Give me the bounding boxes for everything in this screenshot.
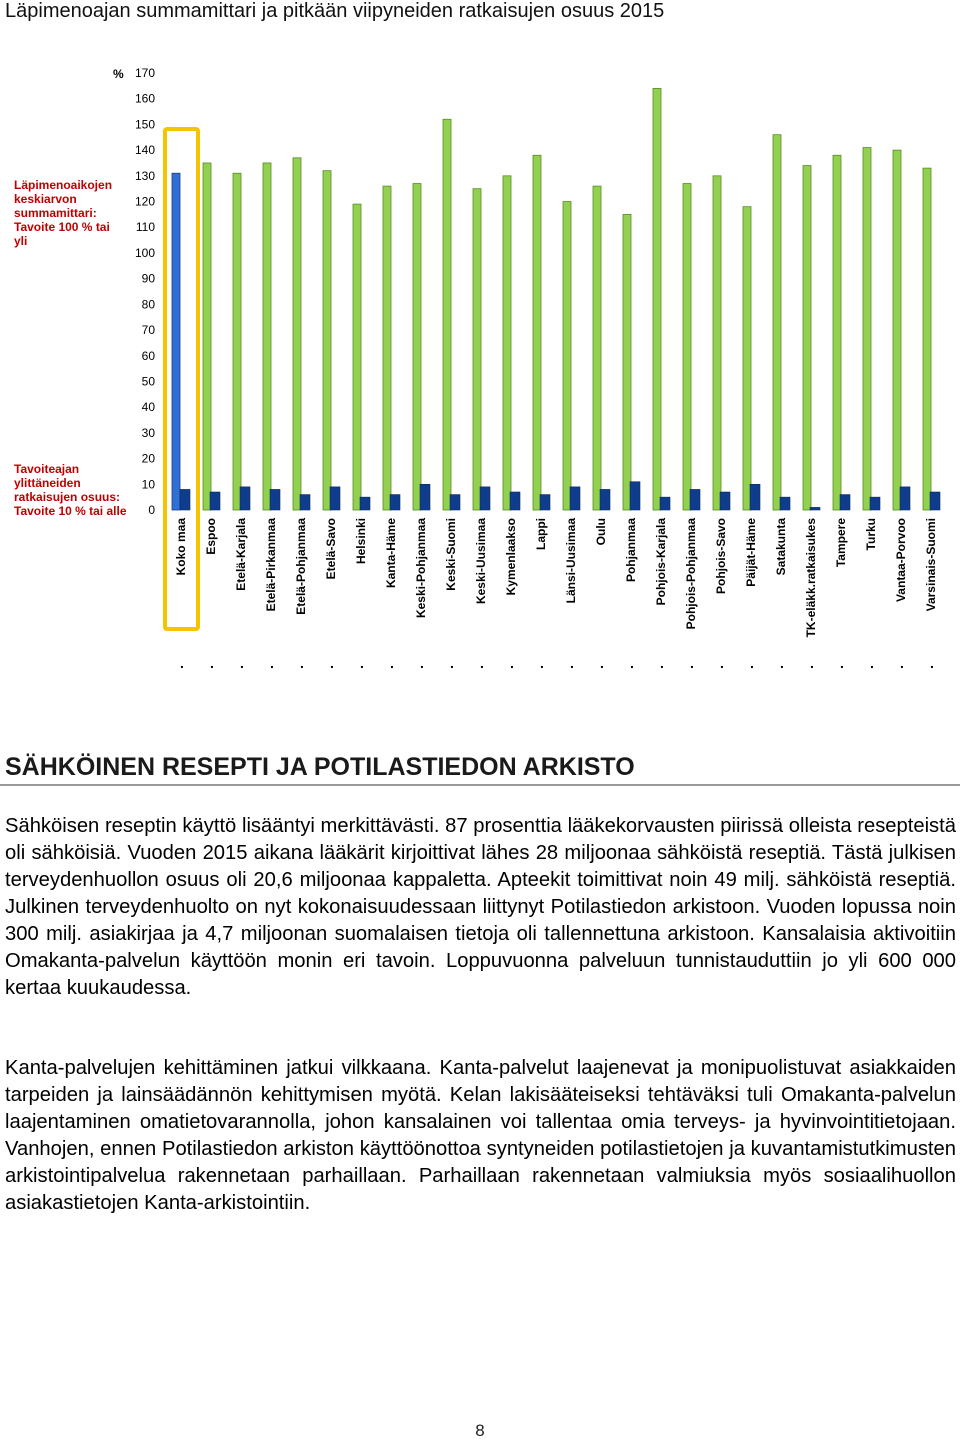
x-axis-labels <box>174 518 938 671</box>
y-axis-ticks <box>135 66 155 517</box>
x-tick-label: Pohjois-Savo <box>714 518 728 595</box>
x-tick-suffix: . <box>900 655 904 671</box>
bar-tavoiteaika <box>450 495 460 510</box>
x-tick-label: Koko maa <box>174 518 188 576</box>
x-tick-label: Länsi-Uusimaa <box>564 518 578 604</box>
x-tick-suffix: . <box>180 655 184 671</box>
x-tick-label: Etelä-Pohjanmaa <box>294 518 308 615</box>
y-tick-label: 160 <box>134 91 155 106</box>
x-tick-label: Vantaa-Porvoo <box>894 518 908 603</box>
bar-summamittari <box>833 155 841 510</box>
bar-tavoiteaika <box>780 497 790 510</box>
section-heading: SÄHKÖINEN RESEPTI JA POTILASTIEDON ARKISTO <box>5 753 635 781</box>
bar-tavoiteaika <box>930 492 940 510</box>
x-tick-suffix: . <box>450 655 454 671</box>
y-axis-unit: % <box>113 67 124 81</box>
bar-summamittari <box>803 166 811 510</box>
x-tick-suffix: . <box>570 655 574 671</box>
x-tick-suffix: . <box>600 655 604 671</box>
bar-tavoiteaika <box>720 492 730 510</box>
x-tick-label: Oulu <box>594 518 608 546</box>
bar-tavoiteaika <box>180 489 190 510</box>
bar-tavoiteaika <box>900 487 910 510</box>
bar-summamittari <box>293 158 301 510</box>
x-tick-suffix: . <box>690 655 694 671</box>
bar-tavoiteaika <box>270 489 280 510</box>
bar-tavoiteaika <box>300 495 310 510</box>
y-tick-label: 150 <box>134 117 155 132</box>
bar-summamittari <box>623 214 631 510</box>
y-tick-label: 90 <box>141 271 155 286</box>
x-tick-suffix: . <box>750 655 754 671</box>
bar-tavoiteaika <box>630 482 640 510</box>
x-tick-label: Keski-Suomi <box>444 518 458 591</box>
bar-summamittari <box>413 184 421 510</box>
x-tick-label: Kymenlaakso <box>504 518 518 596</box>
bar-tavoiteaika <box>690 489 700 510</box>
x-tick-label: Varsinais-Suomi <box>924 518 938 612</box>
x-tick-suffix: . <box>330 655 334 671</box>
bar-summamittari <box>593 186 601 510</box>
x-tick-suffix: . <box>660 655 664 671</box>
x-tick-suffix: . <box>420 655 424 671</box>
bar-summamittari <box>923 168 931 510</box>
bar-tavoiteaika <box>750 484 760 510</box>
y-tick-label: 50 <box>141 374 155 389</box>
bar-summamittari <box>263 163 271 510</box>
y-tick-label: 170 <box>134 66 155 80</box>
x-tick-suffix: . <box>300 655 304 671</box>
x-tick-label: Päijät-Häme <box>744 518 758 587</box>
y-tick-label: 140 <box>134 143 155 158</box>
y-tick-label: 10 <box>141 477 155 492</box>
bar-tavoiteaika <box>570 487 580 510</box>
bar-tavoiteaika <box>420 484 430 510</box>
x-tick-suffix: . <box>630 655 634 671</box>
x-tick-label: Etelä-Karjala <box>234 518 248 591</box>
bar-summamittari <box>863 148 871 510</box>
bar-summamittari <box>323 171 331 510</box>
page-title: Läpimenoajan summamittari ja pitkään viipyneiden ratkaisujen osuus 2015 <box>5 0 665 22</box>
bar-summamittari <box>443 119 451 510</box>
target-share-note: Tavoiteajan ylittäneiden ratkaisujen osuus: Tavoite 10 % tai alle <box>14 462 127 518</box>
x-tick-label: Keski-Uusimaa <box>474 518 488 605</box>
x-tick-suffix: . <box>840 655 844 671</box>
x-tick-suffix: . <box>210 655 214 671</box>
x-tick-suffix: . <box>480 655 484 671</box>
bar-summamittari <box>533 155 541 510</box>
bar-tavoiteaika <box>480 487 490 510</box>
x-tick-label: Turku <box>864 518 878 551</box>
x-tick-label: Pohjois-Pohjanmaa <box>684 518 698 630</box>
bar-summamittari <box>353 204 361 510</box>
bar-summamittari <box>653 88 661 510</box>
bar-tavoiteaika <box>390 495 400 510</box>
bar-summamittari <box>503 176 511 510</box>
x-tick-label: Helsinki <box>354 518 368 565</box>
x-tick-label: Keski-Pohjanmaa <box>414 518 428 619</box>
bar-chart <box>0 0 960 700</box>
x-tick-label: Kanta-Häme <box>384 518 398 589</box>
x-tick-suffix: . <box>270 655 274 671</box>
x-tick-label: Pohjois-Karjala <box>654 518 668 606</box>
bar-summamittari <box>563 202 571 510</box>
body-paragraph: Kanta-palvelujen kehittäminen jatkui vilkkaana. Kanta-palvelut laajenevat ja monipuolistuvat asiakkaiden tarpeiden ja lainsäädännön kehittymisen myötä. Kelan lakisääteiseksi tehtäväksi tuli Omakanta-palvelun laajentaminen omatietovarannolla, johon kansalainen voi tallentaa omia terveys- ja hyvinvointitietojaan. Vanhojen, ennen Potilastiedon arkiston käyttöönottoa syntyneiden potilastietojen ja kuvantamistutkimusten arkistointipalvelua rakennetaan parhaillaan. Parhaillaan rakennetaan valmiuksia myös sosiaalihuollon asiakastietojen Kanta-arkistointiin. <box>5 1057 956 1214</box>
y-tick-label: 20 <box>141 451 155 466</box>
x-tick-suffix: . <box>810 655 814 671</box>
x-tick-suffix: . <box>360 655 364 671</box>
x-tick-label: Etelä-Savo <box>324 518 338 580</box>
y-tick-label: 80 <box>141 297 155 312</box>
y-tick-label: 40 <box>141 400 155 415</box>
x-tick-label: Etelä-Pirkanmaa <box>264 518 278 612</box>
x-tick-suffix: . <box>870 655 874 671</box>
bar-summamittari <box>893 150 901 510</box>
bar-summamittari <box>683 184 691 510</box>
x-tick-suffix: . <box>720 655 724 671</box>
x-tick-suffix: . <box>240 655 244 671</box>
y-tick-label: 0 <box>148 503 155 517</box>
bar-summamittari <box>473 189 481 510</box>
x-tick-label: Lappi <box>534 518 548 550</box>
bar-tavoiteaika <box>330 487 340 510</box>
body-paragraph: Sähköisen reseptin käyttö lisääntyi merkittävästi. 87 prosenttia lääkekorvausten piirissä olleista resepteistä oli sähköisiä. Vuoden 2015 aikana lääkärit kirjoittivat lähes 28 miljoonaa sähköistä reseptiä. Tästä julkisen terveydenhuollon osuus oli 20,6 miljoonaa kappaletta. Apteekit toimittivat noin 49 milj. sähköistä reseptiä. Julkinen terveydenhuolto on nyt kokonaisuudessaan liittynyt Potilastiedon arkistoon. Vuoden lopussa noin 300 milj. asiakirjaa ja 4,7 miljoonan suomalaisen tietoja oli tallennettuna arkistoon. Kansalaisia aktivoitiin Omakanta-palvelun käyttöön monin eri tavoin. Loppuvuonna palveluun tunnistauduttiin jo yli 600 000 kertaa kuukaudessa. <box>5 815 956 999</box>
y-tick-label: 110 <box>135 220 155 235</box>
heading-divider <box>0 784 960 786</box>
y-tick-label: 70 <box>141 323 155 338</box>
bar-summamittari <box>203 163 211 510</box>
x-tick-label: Pohjanmaa <box>624 518 638 583</box>
y-tick-label: 30 <box>141 425 155 440</box>
y-tick-label: 130 <box>134 168 155 183</box>
bar-tavoiteaika <box>360 497 370 510</box>
summamittari-note: Läpimenoaikojen keskiarvon summamittari: Tavoite 100 % tai yli <box>14 178 113 248</box>
bar-tavoiteaika <box>510 492 520 510</box>
y-tick-label: 60 <box>141 348 155 363</box>
x-tick-suffix: . <box>780 655 784 671</box>
bar-summamittari <box>233 173 241 510</box>
bar-tavoiteaika <box>840 495 850 510</box>
x-tick-label: Tampere <box>834 518 848 568</box>
bar-summamittari <box>713 176 721 510</box>
x-tick-suffix: . <box>540 655 544 671</box>
x-tick-suffix: . <box>390 655 394 671</box>
x-tick-label: TK-eläkk.ratkaisukes <box>804 518 818 638</box>
bar-summamittari <box>773 135 781 510</box>
bars <box>172 88 940 510</box>
bar-tavoiteaika <box>660 497 670 510</box>
bar-tavoiteaika <box>540 495 550 510</box>
y-tick-label: 120 <box>134 194 155 209</box>
bar-tavoiteaika <box>210 492 220 510</box>
page-number: 8 <box>475 1421 485 1440</box>
x-tick-suffix: . <box>510 655 514 671</box>
bar-tavoiteaika <box>810 507 820 510</box>
x-tick-suffix: . <box>930 655 934 671</box>
bar-tavoiteaika <box>240 487 250 510</box>
bar-summamittari <box>383 186 391 510</box>
bar-tavoiteaika <box>870 497 880 510</box>
y-tick-label: 100 <box>134 245 155 260</box>
x-tick-label: Satakunta <box>774 518 788 576</box>
bar-summamittari <box>743 207 751 510</box>
x-tick-label: Espoo <box>204 518 218 555</box>
bar-tavoiteaika <box>600 489 610 510</box>
bar-summamittari <box>172 173 180 510</box>
